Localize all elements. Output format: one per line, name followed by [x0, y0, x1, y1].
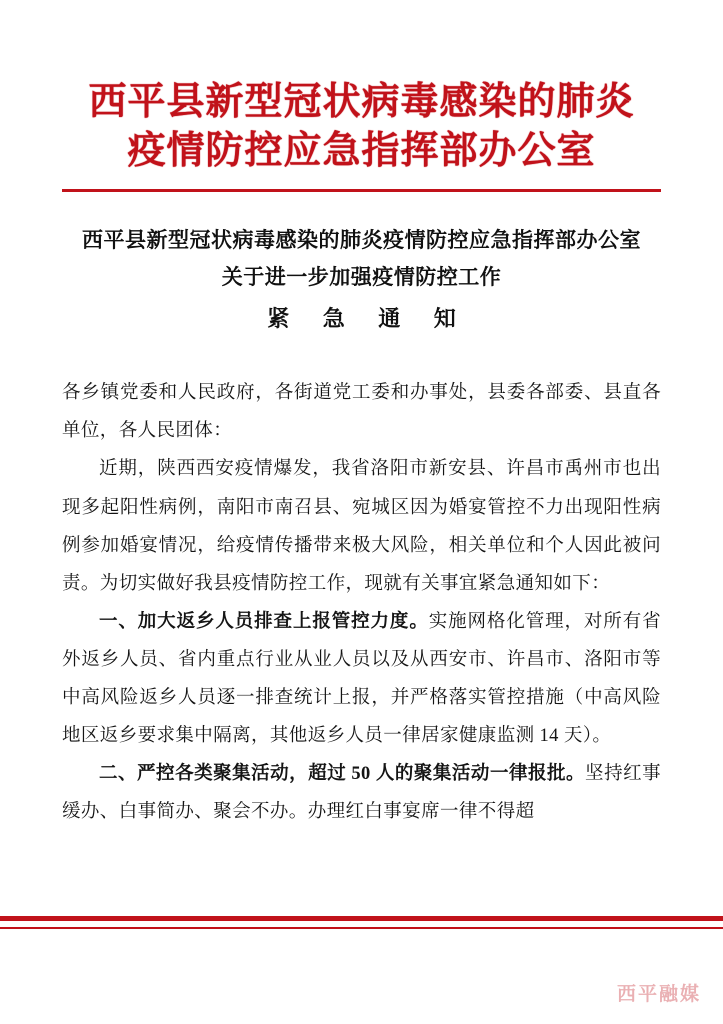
masthead-line-1: 西平县新型冠状病毒感染的肺炎 [88, 81, 635, 123]
title-line-2: 关于进一步加强疫情防控工作 [221, 265, 502, 289]
title-block [62, 222, 661, 338]
masthead-divider [62, 189, 661, 192]
item-1-text: 实施网格化管理，对所有省外返乡人员、省内重点行业从业人员以及从西安市、许昌市、洛阳市等中高风险返乡人员逐一排查统计上报，并严格落实管控措施（中高风险地区返乡要求集中隔离，其他返乡人员一律居家健康监测 14 天）。 [62, 611, 661, 747]
masthead [62, 0, 661, 175]
item-1-heading: 一、加大返乡人员排查上报管控力度。 [99, 611, 429, 632]
item-2-heading: 二、严控各类聚集活动，超过 50 人的聚集活动一律报批。 [99, 764, 586, 785]
title-line-3: 紧 急 通 知 [267, 305, 470, 331]
footer-divider-thick [0, 916, 723, 921]
document-body [62, 374, 661, 831]
title-line-1: 西平县新型冠状病毒感染的肺炎疫情防控应急指挥部办公室 [82, 228, 641, 253]
watermark-label: 西平融媒 [616, 984, 701, 1005]
item-1-paragraph [62, 603, 661, 755]
footer-divider-thin [0, 927, 723, 929]
item-2-paragraph [62, 755, 661, 831]
intro-paragraph: 近期，陕西西安疫情爆发，我省洛阳市新安县、许昌市禹州市也出现多起阳性病例，南阳市南召县、宛城区因为婚宴管控不力出现阳性病例参加婚宴情况，给疫情传播带来极大风险，相关单位和个人因此被问责。为切实做好我县疫情防控工作，现就有关事宜紧急通知如下： [62, 459, 661, 594]
masthead-line-2: 疫情防控应急指挥部办公室 [127, 129, 596, 172]
salutation-paragraph: 各乡镇党委和人民政府，各街道党工委和办事处，县委各部委、县直各单位，各人民团体： [62, 383, 661, 442]
item-2-text: 坚持红事缓办、白事简办、聚会不办。办理红白事宴席一律不得超 [62, 764, 662, 823]
